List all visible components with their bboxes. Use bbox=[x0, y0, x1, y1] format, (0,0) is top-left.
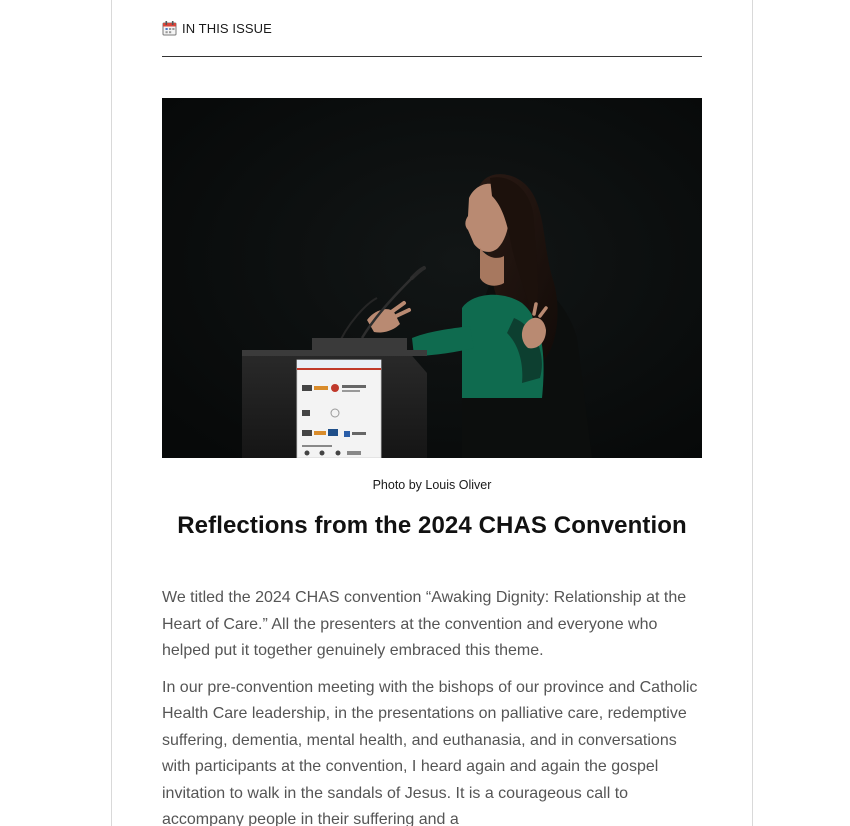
article-paragraph: We titled the 2024 CHAS convention “Awaking Dignity: Relationship at the Heart of Care.” All the presenters at the convention and everyone who helped put it together genuinely embraced this theme. bbox=[162, 589, 687, 659]
header-divider bbox=[162, 56, 702, 57]
article-body bbox=[162, 585, 707, 826]
calendar-icon bbox=[162, 20, 177, 36]
photo-caption: Photo by Louis Oliver bbox=[372, 478, 492, 492]
issue-header bbox=[162, 18, 702, 38]
article-photo bbox=[162, 98, 702, 458]
article-paragraph: In our pre-convention meeting with the bishops of our province and Catholic Health Care leadership, in the presentations on palliative care, redemptive suffering, dementia, mental health, and euthanasia, and in conversations with participants at the convention, I heard again and again the gospel invitation to walk in the sandals of Jesus. It is a courageous call to accompany people in their suffering and a bbox=[162, 678, 698, 826]
issue-header-label: IN THIS ISSUE bbox=[182, 20, 272, 36]
article-title: Reflections from the 2024 CHAS Convention bbox=[177, 512, 687, 539]
